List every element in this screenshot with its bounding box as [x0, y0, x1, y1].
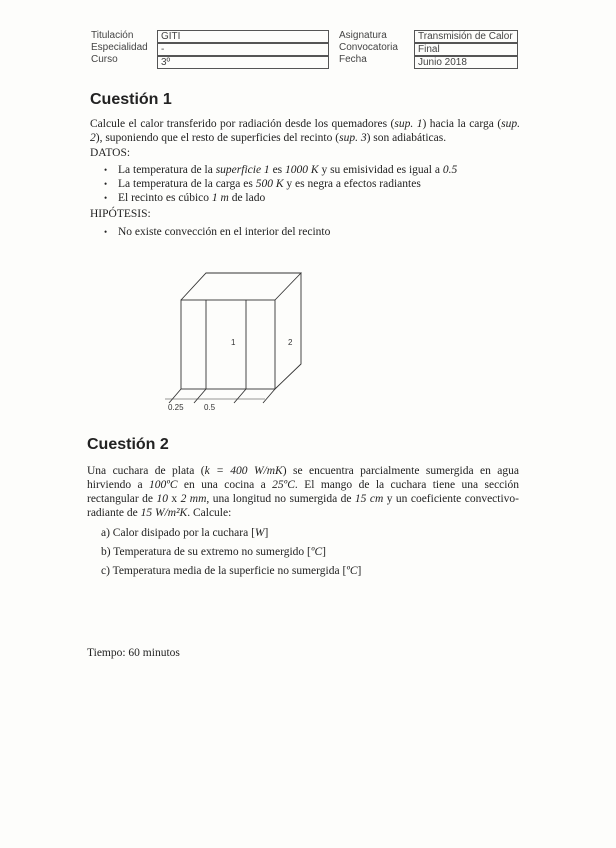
dim-label-025: 0.25 — [168, 403, 184, 412]
dim-label-05: 0.5 — [204, 403, 216, 412]
q2-title: Cuestión 2 — [87, 436, 169, 453]
label-titulacion: Titulación — [91, 30, 134, 41]
time-note: Tiempo: 60 minutos — [87, 647, 180, 659]
header-values-left — [157, 30, 329, 70]
q2-item-b: b) Temperatura de su extremo no sumergido [ºC] — [101, 546, 326, 558]
q1-statement: Calcule el calor transferido por radiación desde los quemadores (sup. 1) hacia la carga (sup. 2), suponiendo que el resto de superficies del recinto (sup. 3) son adiabáticas. — [90, 118, 521, 144]
value-asignatura: Transmisión de Calor — [414, 30, 518, 43]
q2-items — [101, 524, 521, 581]
cube-figure — [160, 262, 320, 417]
value-convocatoria: Final — [414, 43, 518, 56]
dim-tick — [169, 389, 181, 403]
value-curso: 3º — [157, 56, 329, 69]
cube-top-face — [181, 273, 301, 300]
header-labels-right — [339, 30, 398, 66]
dim-tick — [234, 389, 246, 403]
value-titulacion: GITI — [157, 30, 329, 43]
cube-right-face — [275, 273, 301, 389]
hipotesis-label: HIPÓTESIS: — [90, 208, 151, 220]
hipotesis-list — [104, 225, 524, 239]
label-surface-1: 1 — [231, 338, 236, 347]
datos-item: • El recinto es cúbico 1 m de lado — [104, 191, 524, 205]
label-surface-2: 2 — [288, 338, 293, 347]
dim-tick — [194, 389, 206, 403]
value-fecha: Junio 2018 — [414, 56, 518, 69]
cube-front-face — [181, 300, 275, 389]
header-values-right — [414, 30, 518, 70]
hipotesis-item: • No existe convección en el interior del recinto — [104, 225, 524, 239]
datos-label: DATOS: — [90, 147, 131, 159]
value-especialidad: - — [157, 43, 329, 56]
q2-statement: Una cuchara de plata (k = 400 W/mK) se encuentra parcialmente sumergida en agua hirviendo a 100ºC en una cocina a 25ºC. El mango de la cuchara tiene una sección rectangular de 10 x 2 mm, una longitud no sumergida de 15 cm y un coeficiente convectivo-radiante de 15 W/m²K. Calcule: — [87, 465, 520, 519]
label-convocatoria: Convocatoria — [339, 42, 398, 53]
datos-list — [104, 163, 524, 205]
label-asignatura: Asignatura — [339, 30, 387, 41]
label-fecha: Fecha — [339, 54, 367, 65]
q2-item-c: c) Temperatura media de la superficie no sumergida [ºC] — [101, 565, 362, 577]
q1-title: Cuestión 1 — [90, 91, 172, 108]
header-labels-left — [91, 30, 148, 66]
label-especialidad: Especialidad — [91, 42, 148, 53]
dim-tick — [263, 389, 275, 403]
q2-item-a: a) Calor disipado por la cuchara [W] — [101, 527, 269, 539]
datos-item: • La temperatura de la superficie 1 es 1000 K y su emisividad es igual a 0.5 — [104, 163, 524, 177]
datos-item: • La temperatura de la carga es 500 K y es negra a efectos radiantes — [104, 177, 524, 191]
label-curso: Curso — [91, 54, 118, 65]
